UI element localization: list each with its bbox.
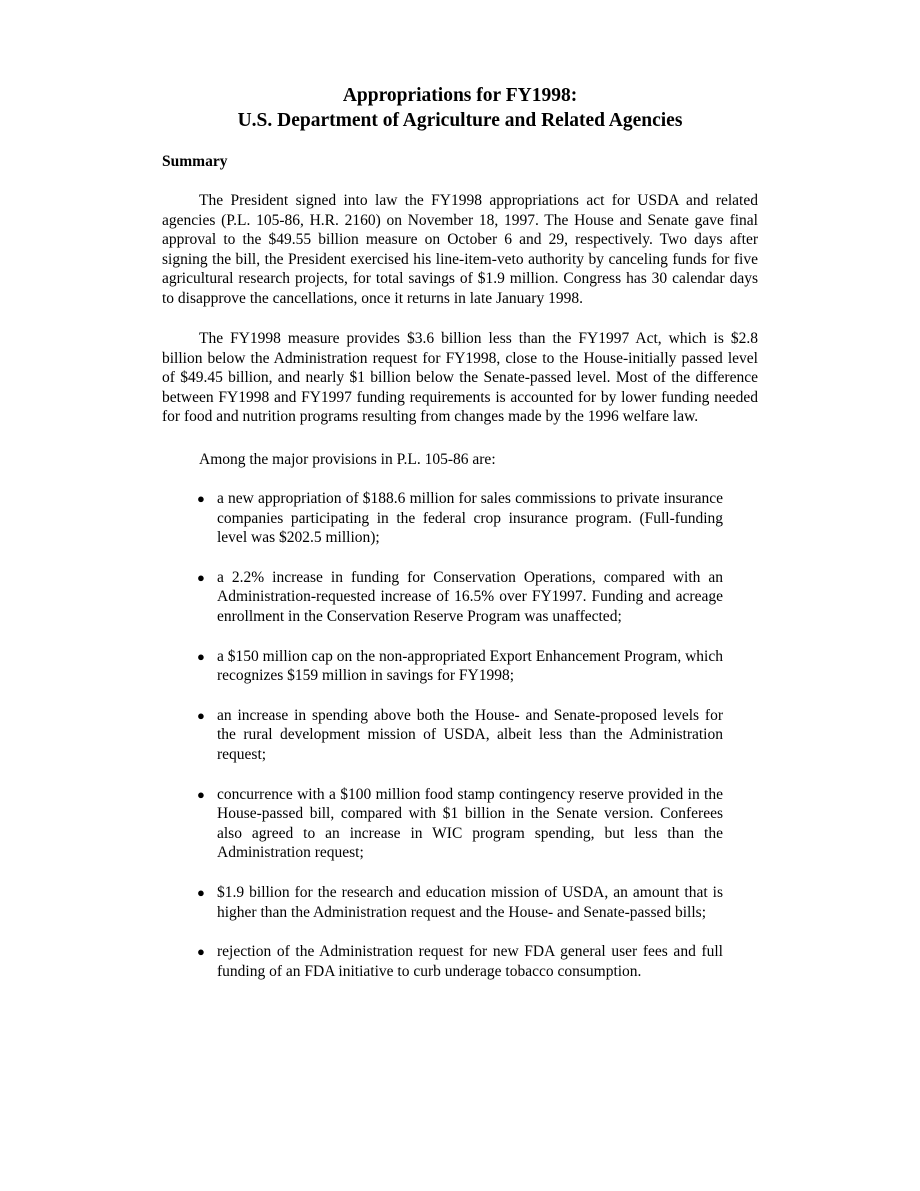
bullet-icon: ●	[197, 707, 205, 723]
list-item-text: a $150 million cap on the non-appropriated Export Enhancement Program, which recognizes $159 million in savings for FY1998;	[217, 647, 723, 685]
list-item	[196, 883, 723, 922]
title-line-2: U.S. Department of Agriculture and Related Agencies	[237, 110, 683, 131]
list-item	[196, 568, 723, 627]
provisions-list	[196, 489, 723, 1001]
list-item-text: a 2.2% increase in funding for Conservation Operations, compared with an Administration-requested increase of 16.5% over FY1997. Funding and acreage enrollment in the Conservation Reserve Program was unaffected;	[217, 568, 723, 625]
list-item-text: $1.9 billion for the research and education mission of USDA, an amount that is higher than the Administration request and the House- and Senate-passed bills;	[217, 883, 723, 921]
list-item-text: a new appropriation of $188.6 million for sales commissions to private insurance companies participating in the federal crop insurance program. (Full-funding level was $202.5 million);	[217, 490, 723, 547]
bullet-icon: ●	[197, 569, 205, 585]
bullet-icon: ●	[197, 944, 205, 960]
bullet-icon: ●	[197, 491, 205, 506]
list-item	[196, 942, 723, 981]
list-item	[196, 489, 723, 548]
bullet-icon: ●	[197, 786, 205, 802]
section-heading: Summary	[162, 153, 228, 170]
list-item	[196, 785, 723, 863]
list-item	[196, 706, 723, 765]
title-line-1: Appropriations for FY1998:	[342, 85, 578, 106]
bullet-icon: ●	[197, 648, 205, 664]
provisions-intro: Among the major provisions in P.L. 105-86 are:	[199, 451, 496, 468]
bullet-icon: ●	[197, 884, 205, 900]
list-item	[196, 647, 723, 686]
summary-paragraph-1: The President signed into law the FY1998 appropriations act for USDA and related agencies (P.L. 105-86, H.R. 2160) on November 18, 1997. The House and Senate gave final approval to the $49.55 billion measure on October 6 and 29, respectively. Two days after signing the bill, the President exercised his line-item-veto authority by canceling funds for five agricultural research projects, for total savings of $1.9 million. Congress has 30 calendar days to disapprove the cancellations, once it returns in late January 1998.	[162, 192, 758, 307]
summary-paragraph-2: The FY1998 measure provides $3.6 billion less than the FY1997 Act, which is $2.8 billion below the Administration request for FY1998, close to the House-initially passed level of $49.45 billion, and nearly $1 billion below the Senate-passed level. Most of the difference between FY1998 and FY1997 funding requirements is accounted for by lower funding needed for food and nutrition programs resulting from changes made by the 1996 welfare law.	[162, 330, 758, 426]
list-item-text: rejection of the Administration request for new FDA general user fees and full funding of an FDA initiative to curb underage tobacco consumption.	[217, 943, 723, 980]
document-title	[0, 83, 920, 133]
list-item-text: an increase in spending above both the House- and Senate-proposed levels for the rural development mission of USDA, albeit less than the Administration request;	[217, 706, 723, 763]
list-item-text: concurrence with a $100 million food stamp contingency reserve provided in the House-passed bill, compared with $1 billion in the Senate version. Conferees also agreed to an increase in WIC program spending, but less than the Administration request;	[217, 785, 723, 862]
